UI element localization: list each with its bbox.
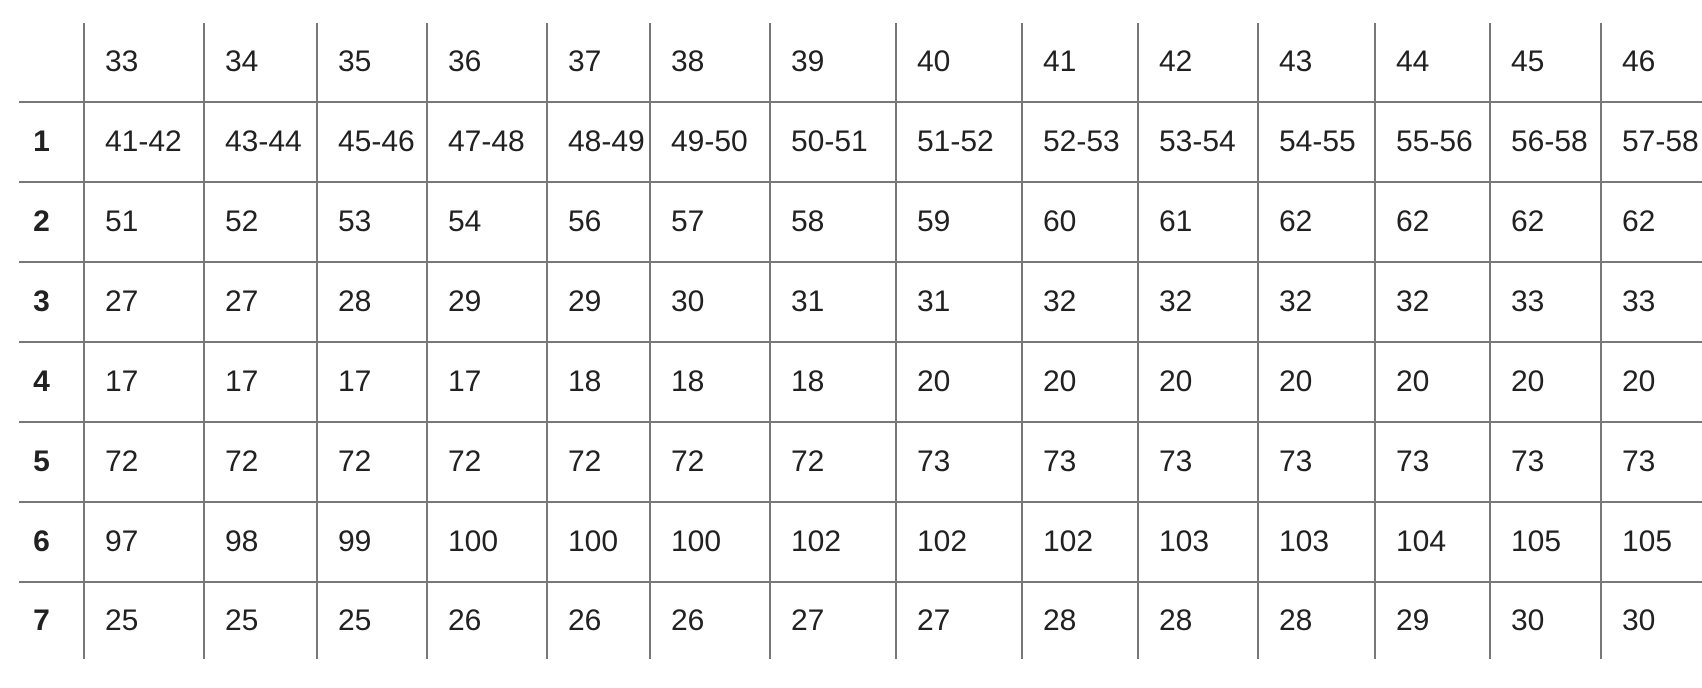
data-cell: 100	[547, 502, 650, 582]
data-cell: 52-53	[1022, 102, 1138, 182]
data-cell: 72	[547, 422, 650, 502]
data-cell: 73	[1601, 422, 1702, 502]
data-cell: 73	[896, 422, 1022, 502]
data-cell: 28	[1022, 582, 1138, 659]
data-cell: 32	[1022, 262, 1138, 342]
table-body	[0, 102, 1702, 659]
table-row	[0, 502, 1702, 582]
column-header-cell: 39	[770, 23, 896, 102]
column-header-cell: 41	[1022, 23, 1138, 102]
data-cell: 29	[427, 262, 547, 342]
data-cell: 72	[770, 422, 896, 502]
data-cell: 41-42	[84, 102, 204, 182]
column-header-cell: 38	[650, 23, 770, 102]
data-cell: 26	[650, 582, 770, 659]
data-cell: 26	[427, 582, 547, 659]
data-cell: 72	[427, 422, 547, 502]
data-cell: 45-46	[317, 102, 427, 182]
data-cell: 20	[1601, 342, 1702, 422]
table-row	[0, 342, 1702, 422]
data-cell: 72	[204, 422, 317, 502]
data-cell: 33	[1490, 262, 1601, 342]
data-cell: 62	[1601, 182, 1702, 262]
column-header-cell: 33	[84, 23, 204, 102]
data-cell: 33	[1601, 262, 1702, 342]
row-label-cell: 2	[0, 182, 84, 262]
data-cell: 56-58	[1490, 102, 1601, 182]
data-cell: 73	[1375, 422, 1490, 502]
data-cell: 31	[770, 262, 896, 342]
table-row	[0, 182, 1702, 262]
data-cell: 32	[1258, 262, 1375, 342]
data-cell: 62	[1258, 182, 1375, 262]
row-label-cell: 1	[0, 102, 84, 182]
data-cell: 17	[84, 342, 204, 422]
table-row	[0, 262, 1702, 342]
data-cell: 28	[1138, 582, 1258, 659]
data-cell: 20	[896, 342, 1022, 422]
data-cell: 56	[547, 182, 650, 262]
data-cell: 17	[317, 342, 427, 422]
data-cell: 29	[547, 262, 650, 342]
data-cell: 72	[650, 422, 770, 502]
data-cell: 26	[547, 582, 650, 659]
data-cell: 18	[650, 342, 770, 422]
data-cell: 27	[770, 582, 896, 659]
header-row	[0, 23, 1702, 102]
data-cell: 62	[1490, 182, 1601, 262]
data-cell: 54-55	[1258, 102, 1375, 182]
data-cell: 73	[1258, 422, 1375, 502]
data-cell: 30	[1622, 604, 1656, 637]
data-cell: 102	[1022, 502, 1138, 582]
data-cell: 61	[1138, 182, 1258, 262]
table-row	[0, 582, 1702, 659]
column-header-cell: 35	[317, 23, 427, 102]
data-cell: 72	[317, 422, 427, 502]
data-cell: 57-58	[1601, 102, 1702, 182]
data-cell: 20	[1490, 342, 1601, 422]
data-cell: 27	[896, 582, 1022, 659]
data-cell: 30	[1490, 582, 1601, 659]
data-cell: 25	[84, 582, 204, 659]
data-cell: 104	[1375, 502, 1490, 582]
column-header-cell: 36	[427, 23, 547, 102]
data-cell: 32	[1138, 262, 1258, 342]
row-label-cell: 6	[0, 502, 84, 582]
data-cell: 53-54	[1138, 102, 1258, 182]
data-cell: 25	[317, 582, 427, 659]
data-cell: 57	[650, 182, 770, 262]
data-cell: 30	[650, 262, 770, 342]
data-cell: 53	[317, 182, 427, 262]
table-row	[0, 102, 1702, 182]
row-label-cell: 4	[0, 342, 84, 422]
data-cell: 18	[547, 342, 650, 422]
data-cell: 105	[1601, 502, 1702, 582]
column-header-cell: 45	[1490, 23, 1601, 102]
data-cell: 20	[1022, 342, 1138, 422]
data-cell: 100	[650, 502, 770, 582]
size-chart-table	[0, 23, 1702, 659]
data-cell: 103	[1258, 502, 1375, 582]
data-cell: 20	[1138, 342, 1258, 422]
data-cell: 29	[1375, 582, 1490, 659]
column-header-cell: 44	[1375, 23, 1490, 102]
data-cell: 17	[204, 342, 317, 422]
left-edge-mask	[0, 23, 19, 663]
data-cell: 73	[1138, 422, 1258, 502]
data-cell: 51-52	[896, 102, 1022, 182]
data-cell: 72	[84, 422, 204, 502]
data-cell: 51	[84, 182, 204, 262]
column-header-cell: 40	[896, 23, 1022, 102]
data-cell: 32	[1375, 262, 1490, 342]
data-cell: 105	[1490, 502, 1601, 582]
data-cell: 43-44	[204, 102, 317, 182]
data-cell: 103	[1138, 502, 1258, 582]
data-cell: 55-56	[1375, 102, 1490, 182]
data-cell: 58	[770, 182, 896, 262]
data-cell: 27	[204, 262, 317, 342]
data-cell: 102	[896, 502, 1022, 582]
row-label-cell: 7	[0, 582, 84, 659]
data-cell: 97	[84, 502, 204, 582]
data-cell: 99	[317, 502, 427, 582]
table-row	[0, 422, 1702, 502]
row-label-cell: 3	[0, 262, 84, 342]
column-header-cell: 42	[1138, 23, 1258, 102]
data-cell: 49-50	[650, 102, 770, 182]
data-cell: 52	[204, 182, 317, 262]
data-cell: 59	[896, 182, 1022, 262]
data-cell: 27	[84, 262, 204, 342]
column-header-cell: 43	[1258, 23, 1375, 102]
column-header-cell: 46	[1601, 23, 1702, 102]
data-cell: 60	[1022, 182, 1138, 262]
data-cell: 17	[427, 342, 547, 422]
data-cell: 50-51	[770, 102, 896, 182]
data-cell: 31	[896, 262, 1022, 342]
data-cell: 98	[204, 502, 317, 582]
data-cell: 102	[770, 502, 896, 582]
data-cell: 20	[1375, 342, 1490, 422]
column-header-cell: 34	[204, 23, 317, 102]
data-cell: 18	[770, 342, 896, 422]
data-cell: 48-49	[547, 102, 650, 182]
data-cell: 28	[1258, 582, 1375, 659]
column-header-cell: 37	[547, 23, 650, 102]
data-cell: 73	[1490, 422, 1601, 502]
data-cell: 20	[1258, 342, 1375, 422]
data-cell: 73	[1022, 422, 1138, 502]
data-cell: 54	[427, 182, 547, 262]
data-cell: 28	[317, 262, 427, 342]
data-cell: 25	[204, 582, 317, 659]
data-cell: 62	[1375, 182, 1490, 262]
data-cell: 47-48	[427, 102, 547, 182]
row-label-cell: 5	[0, 422, 84, 502]
data-cell: 100	[427, 502, 547, 582]
